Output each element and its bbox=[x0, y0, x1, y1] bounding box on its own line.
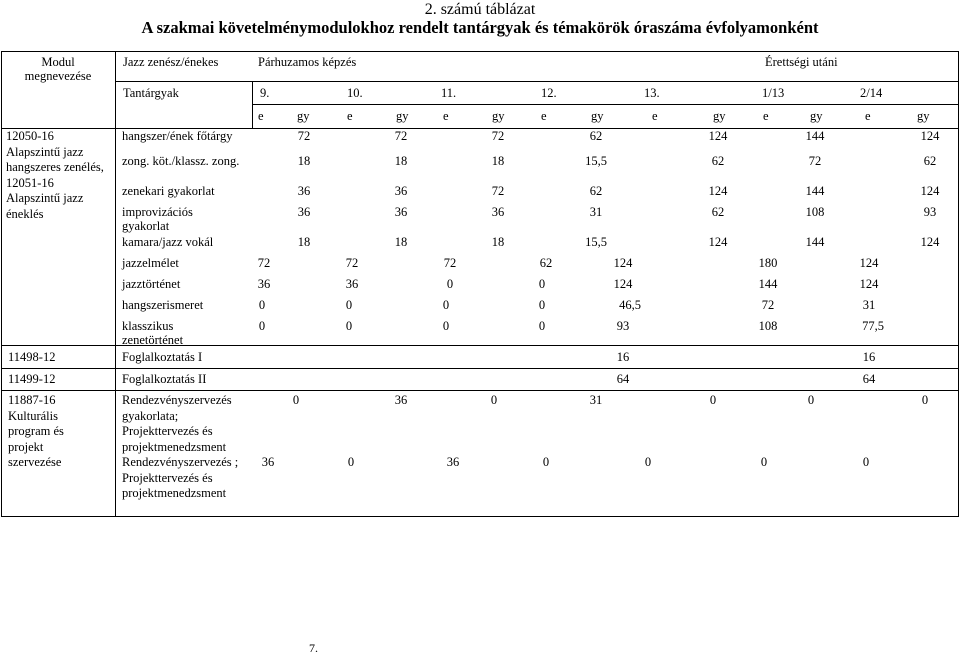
table-cell: 108 bbox=[805, 205, 825, 219]
table-cell: 18 bbox=[394, 235, 408, 249]
table-cell: 36 bbox=[345, 277, 359, 291]
table-cell: 124 bbox=[613, 256, 633, 270]
table-cell: 18 bbox=[491, 235, 505, 249]
subhead-e: e bbox=[652, 109, 658, 123]
subject-label: improvizációs gyakorlat bbox=[122, 205, 193, 233]
table-cell: 0 bbox=[538, 319, 546, 333]
subject-label: zenekari gyakorlat bbox=[122, 184, 215, 198]
grade-header: 1/13 bbox=[762, 86, 785, 100]
table-cell: 0 bbox=[807, 393, 815, 407]
subhead-e: e bbox=[541, 109, 547, 123]
table-cell: 72 bbox=[297, 129, 311, 143]
table-cell: 0 bbox=[258, 298, 266, 312]
divider-row-kulturalis bbox=[1, 390, 959, 391]
subhead-gy: gy bbox=[810, 109, 823, 123]
table-cell: 124 bbox=[708, 235, 728, 249]
table-cell: 36 bbox=[261, 455, 275, 469]
table-cell: 62 bbox=[711, 154, 725, 168]
table-cell: 124 bbox=[920, 129, 940, 143]
table-cell: 124 bbox=[859, 277, 879, 291]
divider-module-column bbox=[115, 51, 116, 517]
table-cell: 0 bbox=[442, 319, 450, 333]
table-cell: 62 bbox=[589, 129, 603, 143]
table-cell: 0 bbox=[862, 455, 870, 469]
grade-header: 12. bbox=[541, 86, 557, 100]
subject-label: Foglalkoztatás I bbox=[122, 350, 203, 364]
table-cell: 93 bbox=[616, 319, 630, 333]
table-cell: 64 bbox=[862, 372, 876, 386]
table-cell: 0 bbox=[538, 277, 546, 291]
table-cell: 62 bbox=[923, 154, 937, 168]
table-cell: 0 bbox=[921, 393, 929, 407]
table-cell: 0 bbox=[258, 319, 266, 333]
table-cell: 124 bbox=[708, 184, 728, 198]
table-cell: 0 bbox=[760, 455, 768, 469]
table-cell: 62 bbox=[589, 184, 603, 198]
subject-label: Rendezvényszervezés ; Projekttervezés és projektmenedzsment bbox=[122, 455, 239, 500]
table-cell: 31 bbox=[862, 298, 876, 312]
subject-label: hangszer/ének főtárgy bbox=[122, 129, 233, 143]
table-cell: 0 bbox=[442, 298, 450, 312]
table-cell: 0 bbox=[709, 393, 717, 407]
table-cell: 36 bbox=[491, 205, 505, 219]
table-cell: 64 bbox=[616, 372, 630, 386]
jazz-header: Jazz zenész/énekes bbox=[123, 55, 219, 69]
table-cell: 0 bbox=[542, 455, 550, 469]
table-cell: 72 bbox=[808, 154, 822, 168]
table-cell: 0 bbox=[347, 455, 355, 469]
table-cell: 180 bbox=[758, 256, 778, 270]
subhead-gy: gy bbox=[297, 109, 310, 123]
table-cell: 77,5 bbox=[862, 319, 884, 333]
table-cell: 62 bbox=[711, 205, 725, 219]
subject-label: klasszikus zenetörténet bbox=[122, 319, 184, 347]
table-cell: 72 bbox=[491, 129, 505, 143]
table-cell: 18 bbox=[297, 235, 311, 249]
erettsegi-header: Érettségi utáni bbox=[765, 55, 838, 69]
divider-header-2 bbox=[252, 104, 959, 105]
table-title: A szakmai követelménymodulokhoz rendelt tantárgyak és témakörök óraszáma évfolyamonként bbox=[141, 18, 819, 37]
table-cell: 144 bbox=[805, 129, 825, 143]
grade-header: 9. bbox=[260, 86, 270, 100]
subject-label: Rendezvényszervezés gyakorlata; Projekttervezés és projektmenedzsment bbox=[122, 393, 232, 454]
table-cell: 0 bbox=[292, 393, 300, 407]
table-cell: 18 bbox=[394, 154, 408, 168]
subhead-e: e bbox=[347, 109, 353, 123]
table-cell: 0 bbox=[446, 277, 454, 291]
table-cell: 72 bbox=[443, 256, 457, 270]
table-cell: 18 bbox=[297, 154, 311, 168]
table-cell: 15,5 bbox=[585, 154, 607, 168]
grade-header: 13. bbox=[644, 86, 660, 100]
table-cell: 0 bbox=[538, 298, 546, 312]
module-name: 11498-12 bbox=[8, 350, 56, 364]
subject-label: hangszerismeret bbox=[122, 298, 204, 312]
table-cell: 16 bbox=[862, 350, 876, 364]
table-cell: 93 bbox=[923, 205, 937, 219]
table-cell: 72 bbox=[394, 129, 408, 143]
parhuzamos-header: Párhuzamos képzés bbox=[258, 55, 357, 69]
table-cell: 124 bbox=[859, 256, 879, 270]
table-cell: 36 bbox=[394, 184, 408, 198]
grade-header: 10. bbox=[347, 86, 363, 100]
grade-header: 2/14 bbox=[860, 86, 883, 100]
table-cell: 72 bbox=[761, 298, 775, 312]
subject-label: jazztörténet bbox=[122, 277, 181, 291]
table-cell: 15,5 bbox=[585, 235, 607, 249]
subhead-gy: gy bbox=[492, 109, 505, 123]
table-cell: 36 bbox=[394, 205, 408, 219]
table-cell: 36 bbox=[297, 184, 311, 198]
subhead-e: e bbox=[443, 109, 449, 123]
table-cell: 144 bbox=[805, 184, 825, 198]
table-cell: 144 bbox=[805, 235, 825, 249]
table-cell: 31 bbox=[589, 393, 603, 407]
table-cell: 36 bbox=[446, 455, 460, 469]
table-cell: 62 bbox=[539, 256, 553, 270]
table-cell: 144 bbox=[758, 277, 778, 291]
table-cell: 18 bbox=[491, 154, 505, 168]
table-cell: 124 bbox=[708, 129, 728, 143]
module-name: 11499-12 bbox=[8, 372, 56, 386]
subject-label: zong. köt./klassz. zong. bbox=[122, 154, 240, 168]
divider-subject-column bbox=[252, 81, 253, 129]
divider-header-1 bbox=[115, 81, 959, 82]
subhead-e: e bbox=[258, 109, 264, 123]
table-cell: 0 bbox=[490, 393, 498, 407]
subhead-e: e bbox=[763, 109, 769, 123]
table-caption: 2. számú táblázat bbox=[424, 1, 536, 18]
tantargyak-header: Tantárgyak bbox=[123, 86, 179, 100]
table-cell: 124 bbox=[920, 184, 940, 198]
table-cell: 36 bbox=[394, 393, 408, 407]
subhead-gy: gy bbox=[396, 109, 409, 123]
table-cell: 72 bbox=[491, 184, 505, 198]
page-number: 7. bbox=[309, 641, 318, 655]
subject-label: Foglalkoztatás II bbox=[122, 372, 207, 386]
subhead-gy: gy bbox=[917, 109, 930, 123]
subject-label: kamara/jazz vokál bbox=[122, 235, 214, 249]
grade-header: 11. bbox=[441, 86, 457, 100]
module-name: 11887-16 Kulturális program és projekt szervezése bbox=[8, 393, 64, 469]
table-cell: 0 bbox=[345, 298, 353, 312]
table-cell: 36 bbox=[297, 205, 311, 219]
table-cell: 0 bbox=[644, 455, 652, 469]
table-cell: 72 bbox=[345, 256, 359, 270]
subhead-gy: gy bbox=[713, 109, 726, 123]
subhead-gy: gy bbox=[591, 109, 604, 123]
subject-label: jazzelmélet bbox=[122, 256, 179, 270]
table-cell: 36 bbox=[257, 277, 271, 291]
table-cell: 72 bbox=[257, 256, 271, 270]
subhead-e: e bbox=[865, 109, 871, 123]
table-cell: 108 bbox=[758, 319, 778, 333]
table-cell: 124 bbox=[613, 277, 633, 291]
modul-header: Modul megnevezése bbox=[24, 55, 92, 83]
table-cell: 124 bbox=[920, 235, 940, 249]
table-cell: 46,5 bbox=[619, 298, 641, 312]
table-cell: 16 bbox=[616, 350, 630, 364]
divider-row-foglalkoztatas-2 bbox=[1, 368, 959, 369]
table-cell: 0 bbox=[345, 319, 353, 333]
table-cell: 31 bbox=[589, 205, 603, 219]
module-name: 12050-16 Alapszintű jazz hangszeres zenélés, 12051-16 Alapszintű jazz éneklés bbox=[6, 129, 104, 221]
